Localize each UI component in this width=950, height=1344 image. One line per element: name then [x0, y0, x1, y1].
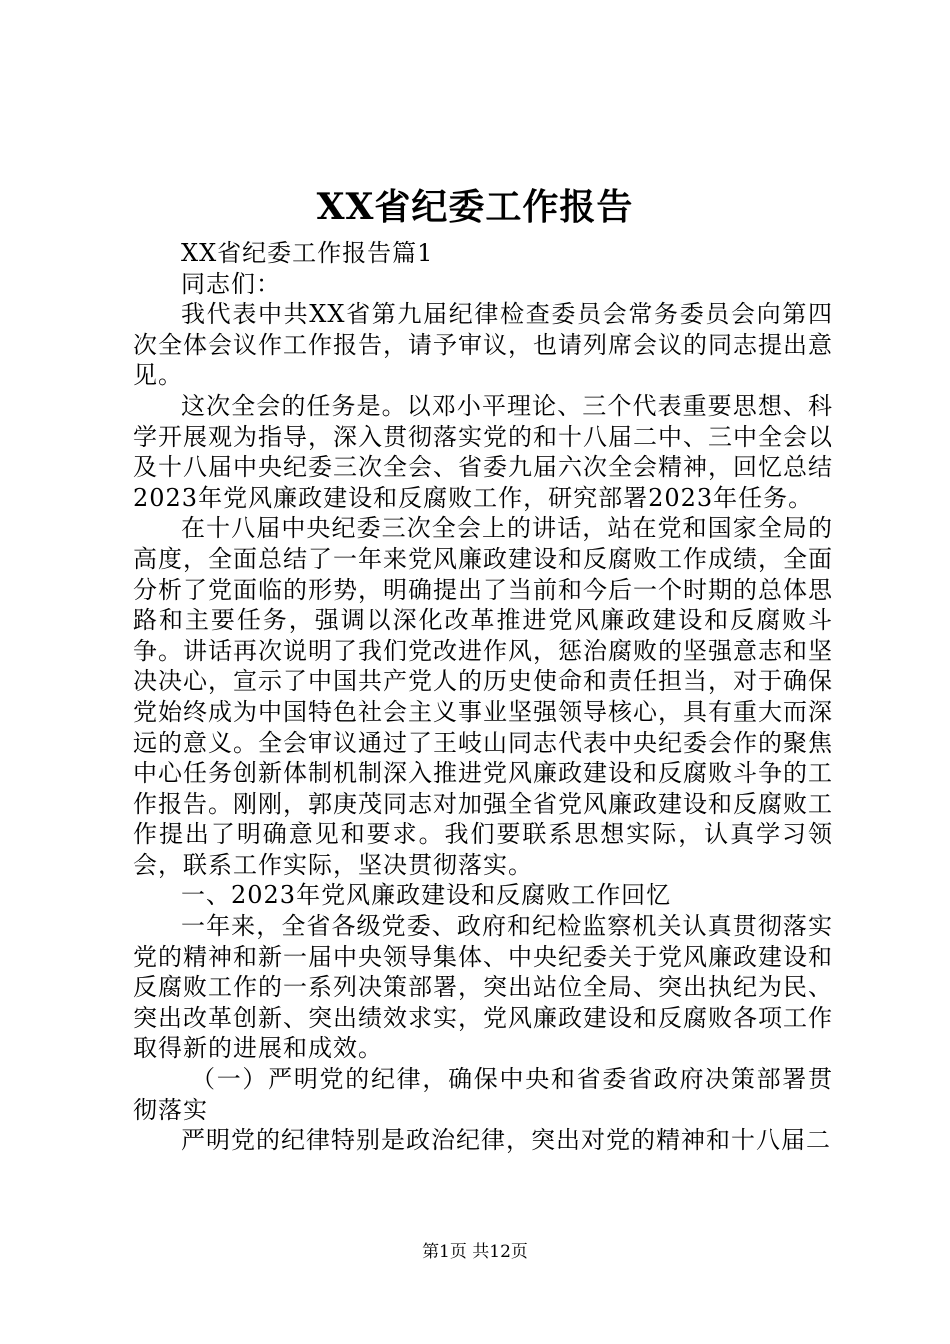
document-title: XX省纪委工作报告 [316, 186, 634, 228]
paragraph-subtitle: XX省纪委工作报告篇1 [181, 239, 434, 267]
section-heading: 一、2023年党风廉政建设和反腐败工作回忆 [181, 881, 672, 910]
paragraph: 在十八届中央纪委三次全会上的讲话，站在党和国家全局的高度，全面总结了一年来党风廉政建设和反腐败工作成绩，全面分析了党面临的形势，明确提出了当前和今后一个时期的总体思路和主要任务，强调以深化改革推进党风廉政建设和反腐败斗争。讲话再次说明了我们党改进作风，惩治腐败的坚强意志和坚决决心，宣示了中国共产党人的历史使命和责任担当，对于确保党始终成为中国特色社会主义事业坚强领导核心，具有重大而深远的意义。全会审议通过了王岐山同志代表中央纪委会作的聚焦中心任务创新体制机制深入推进党风廉政建设和反腐败斗争的工作报告。刚刚，郭庚茂同志对加强全省党风廉政建设和反腐败工作提出了明确意见和要求。我们要联系思想实际，认真学习领会，联系工作实际，坚决贯彻落实。 [133, 514, 833, 879]
document-body [133, 238, 833, 1156]
paragraph-salutation: 同志们： [181, 269, 281, 298]
paragraph: 这次全会的任务是。以邓小平理论、三个代表重要思想、科学开展观为指导，深入贯彻落实党的和十八届二中、三中全会以及十八届中央纪委三次全会、省委九届六次全会精神，回忆总结2023年党风廉政建设和反腐败工作，研究部署2023年任务。 [133, 391, 833, 512]
page-number-footer: 第1页 共12页 [422, 1242, 528, 1262]
subsection-heading: （一）严明党的纪律，确保中央和省委省政府决策部署贯彻落实 [133, 1065, 833, 1124]
paragraph: 一年来，全省各级党委、政府和纪检监察机关认真贯彻落实党的精神和新一届中央领导集体、中央纪委关于党风廉政建设和反腐败工作的一系列决策部署，突出站位全局、突出执纪为民、突出改革创新、突出绩效求实，党风廉政建设和反腐败各项工作取得新的进展和成效。 [133, 912, 833, 1063]
paragraph: 我代表中共XX省第九届纪律检查委员会常务委员会向第四次全体会议作工作报告，请予审议，也请列席会议的同志提出意见。 [133, 300, 833, 390]
paragraph: 严明党的纪律特别是政治纪律，突出对党的精神和十八届二 [181, 1126, 831, 1155]
